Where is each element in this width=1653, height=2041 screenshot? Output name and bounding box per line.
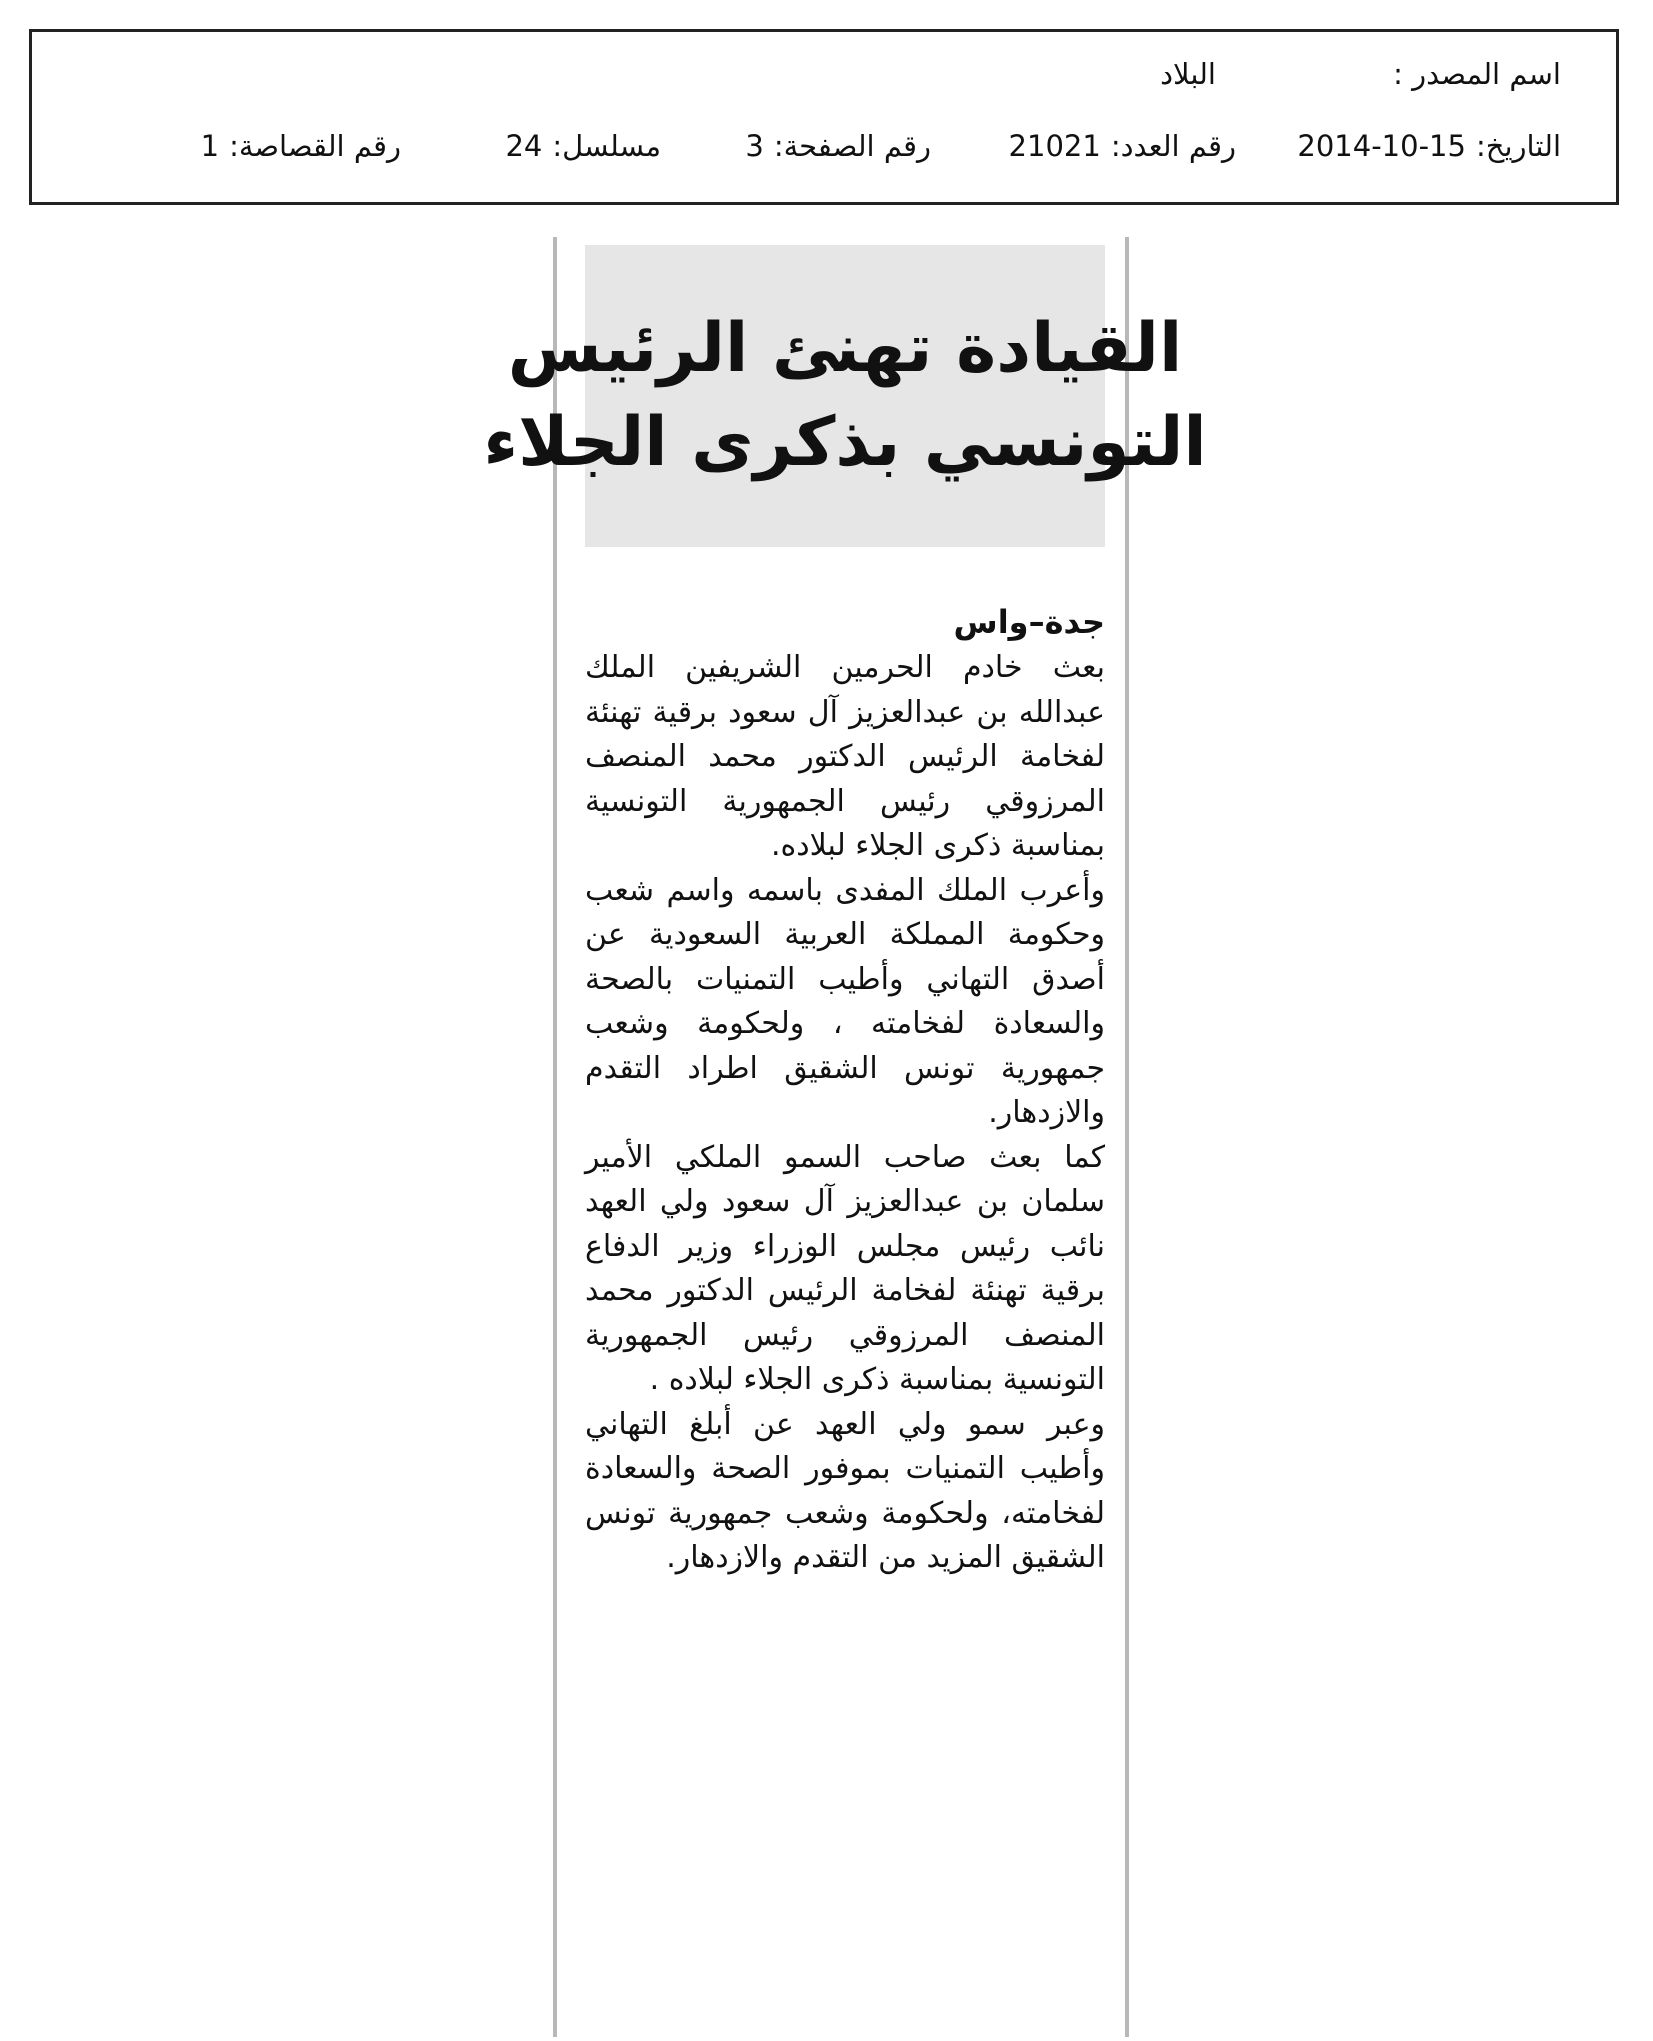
source-label: اسم المصدر :: [1393, 57, 1561, 91]
clip-field: [201, 128, 401, 164]
page-label: رقم الصفحة:: [773, 129, 931, 163]
issue-field: [1009, 128, 1236, 164]
article-body: [585, 600, 1105, 1581]
source-value: البلاد: [1160, 57, 1216, 91]
clip-label: رقم القصاصة:: [229, 129, 401, 163]
date-label: التاريخ:: [1475, 129, 1561, 163]
headline-line-1: القيادة تهنئ الرئيس: [507, 309, 1183, 388]
article-column: [483, 237, 1207, 2037]
issue-label: رقم العدد:: [1110, 129, 1236, 163]
serial-field: [505, 128, 661, 164]
paragraph-4: وعبر سمو ولي العهد عن أبلغ التهاني وأطيب التمنيات بموفور الصحة والسعادة لفخامته، ولحكومة وشعب جمهورية تونس الشقيق المزيد من التقدم والازدهار.: [585, 1406, 1105, 1575]
date-field: [1297, 128, 1561, 164]
clipping-info-box: [29, 29, 1619, 205]
page-field: [745, 128, 931, 164]
paragraph-3: كما بعث صاحب السمو الملكي الأمير سلمان بن عبدالعزيز آل سعود ولي العهد نائب رئيس مجلس الوزراء وزير الدفاع برقية تهنئة لفخامة الرئيس الدكتور محمد المنصف المرزوقي رئيس الجمهورية التونسية بمناسبة ذكرى الجلاء لبلاده .: [585, 1139, 1105, 1397]
clip-value: 1: [200, 129, 220, 163]
date-value: 15-10-2014: [1297, 129, 1466, 163]
serial-value: 24: [505, 129, 543, 163]
page-value: 3: [745, 129, 764, 163]
serial-label: مسلسل:: [552, 129, 661, 163]
dateline: جدة–واس: [953, 603, 1105, 641]
issue-value: 21021: [1008, 129, 1101, 163]
headline-box: [483, 245, 1207, 547]
paragraph-1: بعث خادم الحرمين الشريفين الملك عبدالله بن عبدالعزيز آل سعود برقية تهنئة لفخامة الرئيس الدكتور محمد المنصف المرزوقي رئيس الجمهورية التونسية بمناسبة ذكرى الجلاء لبلاده.: [585, 650, 1105, 863]
paragraph-2: وأعرب الملك المفدى باسمه واسم شعب وحكومة المملكة العربية السعودية عن أصدق التهاني وأطيب التمنيات بالصحة والسعادة لفخامته ، ولحكومة وشعب جمهورية تونس الشقيق اطراد التقدم والازدهار.: [585, 872, 1105, 1130]
headline-line-2: التونسي بذكرى الجلاء: [483, 403, 1207, 482]
